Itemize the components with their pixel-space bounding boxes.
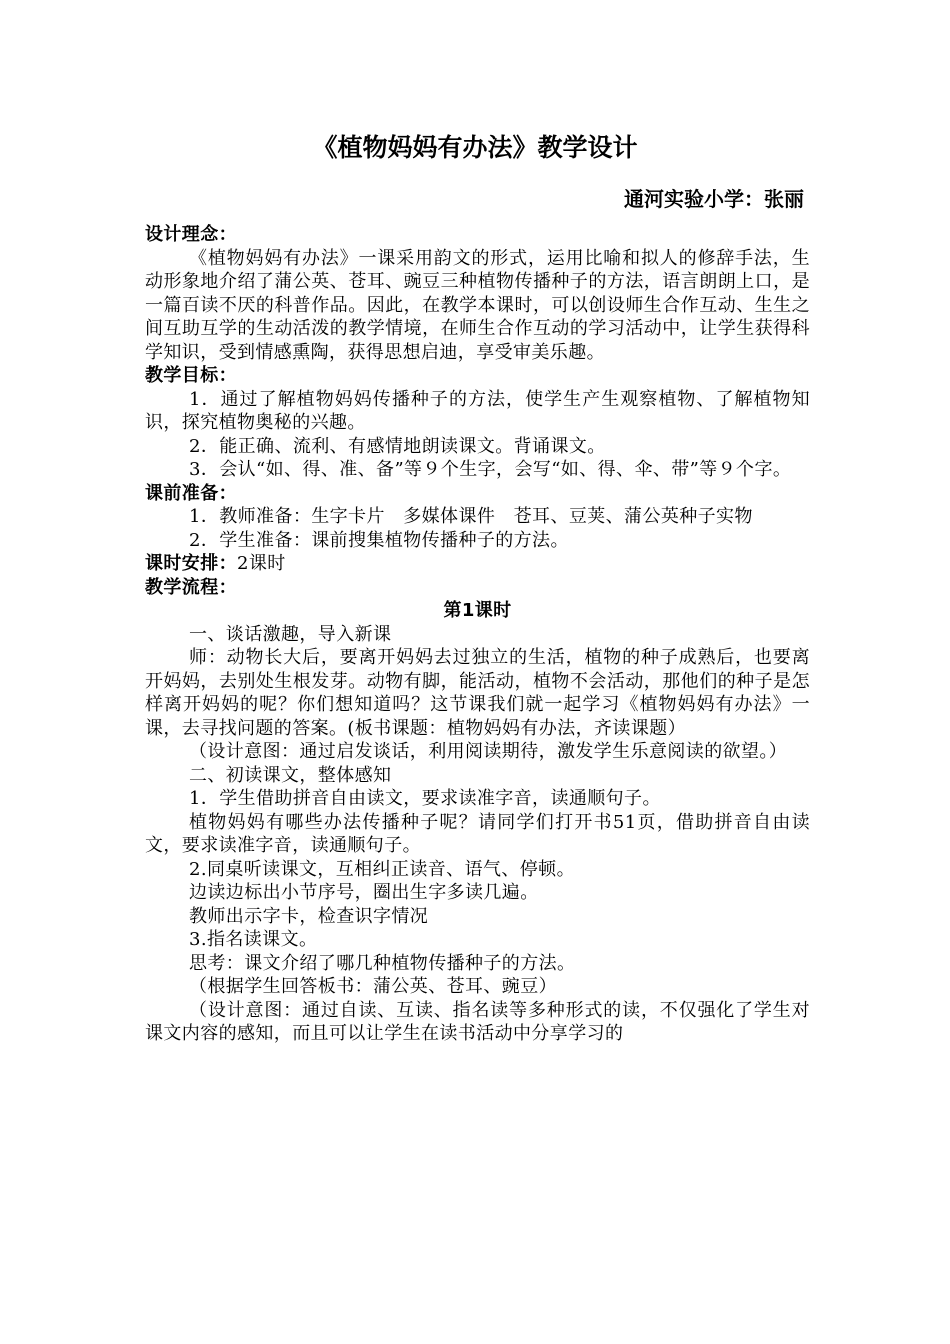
step2-item-1: 1．学生借助拼音自由读文，要求读准字音，读通顺句子。 <box>189 788 661 809</box>
concept-heading: 设计理念： <box>145 224 237 245</box>
step2-paragraph-5: （根据学生回答板书：蒲公英、苍耳、豌豆） <box>189 976 557 997</box>
step1-intent: （设计意图：通过启发谈话，利用阅读期待，激发学生乐意阅读的欲望。） <box>189 741 788 762</box>
goal-item-2: 2．能正确、流利、有感情地朗读课文。背诵课文。 <box>189 435 606 457</box>
step2-item-2: 2.同桌听读课文，互相纠正读音、语气、停顿。 <box>189 858 575 880</box>
prep-heading: 课前准备： <box>145 482 237 504</box>
document-body <box>145 223 810 1046</box>
step2-title: 二、初读课文，整体感知 <box>189 764 392 786</box>
goals-heading: 教学目标： <box>145 365 237 386</box>
schedule-line <box>145 552 810 576</box>
step2-item-3: 3.指名读课文。 <box>189 929 318 950</box>
flow-heading: 教学流程： <box>145 576 237 598</box>
prep-item-2: 2．学生准备：课前搜集植物传播种子的方法。 <box>189 529 569 551</box>
step1-title: 一、谈话激趣，导入新课 <box>189 623 392 645</box>
goal-item-3: 3．会认“如、得、准、备”等９个生字，会写“如、得、伞、带”等９个字。 <box>189 459 792 480</box>
document-title: 《植物妈妈有办法》教学设计 <box>312 133 638 162</box>
lesson-heading: 第1课时 <box>443 600 512 621</box>
goal-item-1: 1．通过了解植物妈妈传播种子的方法，使学生产生观察植物、了解植物知识，探究植物奥秘的兴趣。 <box>145 388 810 433</box>
prep-item-1: 1．教师准备：生字卡片 多媒体课件 苍耳、豆荚、蒲公英种子实物 <box>189 506 753 527</box>
step2-paragraph-1: 植物妈妈有哪些办法传播种子呢？请同学们打开书51页，借助拼音自由读文，要求读准字音，读通顺句子。 <box>145 811 810 856</box>
concept-paragraph: 《植物妈妈有办法》一课采用韵文的形式，运用比喻和拟人的修辞手法，生动形象地介绍了蒲公英、苍耳、豌豆三种植物传播种子的方法，语言朗朗上口，是一篇百读不厌的科普作品。因此，在教学本课时，可以创设师生合作互动、生生之间互助互学的生动活泼的教学情境，在师生合作互动的学习活动中，让学生获得科学知识，受到情感熏陶，获得思想启迪，享受审美乐趣。 <box>145 247 810 363</box>
schedule-value: 2课时 <box>237 553 286 574</box>
step2-paragraph-3: 教师出示字卡，检查识字情况 <box>189 905 429 927</box>
author-line: 通河实验小学：张丽 <box>624 187 804 211</box>
schedule-heading: 课时安排： <box>145 553 237 574</box>
step2-paragraph-4: 思考：课文介绍了哪几种植物传播种子的方法。 <box>189 952 576 974</box>
step1-paragraph: 师：动物长大后，要离开妈妈去过独立的生活，植物的种子成熟后，也要离开妈妈，去别处生根发芽。动物有脚，能活动，植物不会活动，那他们的种子是怎样离开妈妈的呢？你们想知道吗？这节课我们就一起学习《植物妈妈有办法》一课，去寻找问题的答案。(板书课题：植物妈妈有办法，齐读课题） <box>145 647 810 739</box>
step2-paragraph-2: 边读边标出小节序号，圈出生字多读几遍。 <box>189 882 539 903</box>
step2-intent: （设计意图：通过自读、互读、指名读等多种形式的读，不仅强化了学生对课文内容的感知，而且可以让学生在读书活动中分享学习的 <box>145 999 810 1044</box>
